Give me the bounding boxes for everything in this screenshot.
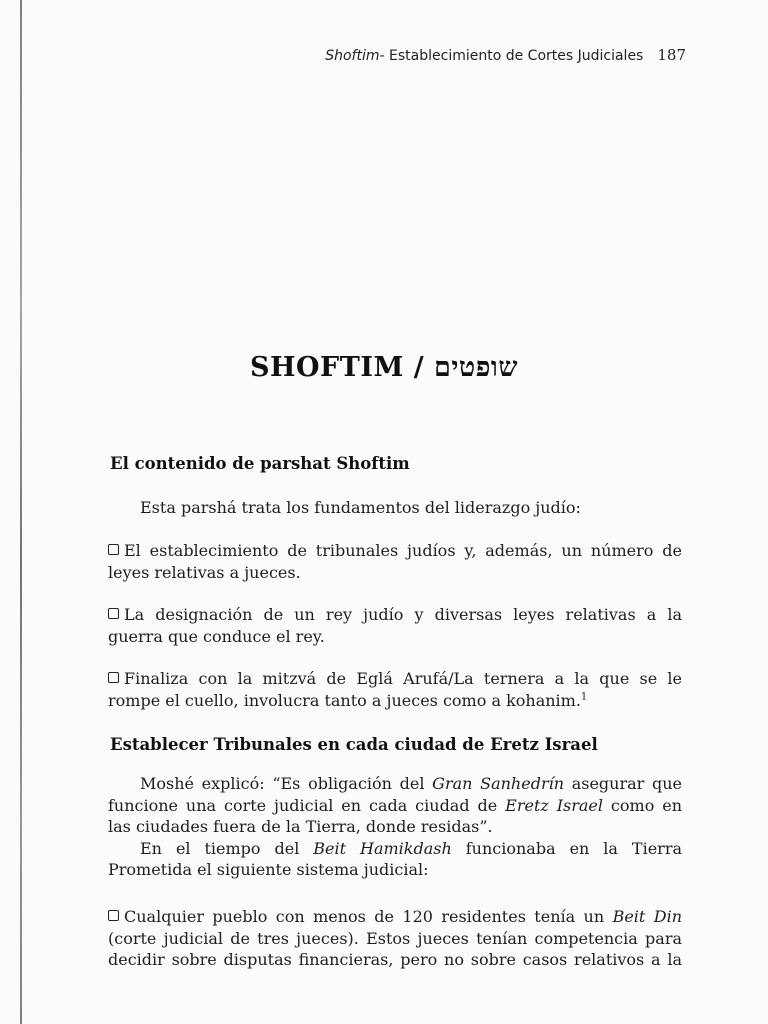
section-heading-contenido: El contenido de parshat Shoftim xyxy=(110,454,410,473)
text-run: las ciudades fuera de la Tierra, donde residas”. xyxy=(108,817,493,836)
bullet-item xyxy=(108,668,682,711)
checkbox-bullet-icon xyxy=(108,608,119,619)
footnote-marker: 1 xyxy=(580,691,588,703)
scan-edge xyxy=(20,0,22,1024)
chapter-subtitle: - Establecimiento de Cortes Judiciales xyxy=(379,48,644,64)
italic-term: Beit Hamikdash xyxy=(313,838,452,858)
bullet-item xyxy=(108,906,682,971)
text-run: asegurar que xyxy=(564,774,683,793)
text-run: funcione una corte judicial en cada ciudad de xyxy=(108,795,506,815)
bullet-text: La designación de un rey judío y diversas leyes relativas a la xyxy=(124,605,682,624)
text-run: como en xyxy=(603,795,683,815)
bullet-item xyxy=(108,604,682,647)
body-paragraph xyxy=(108,773,682,881)
running-header xyxy=(325,46,686,64)
bullet-text: rompe el cuello, involucra tanto a jueces como a kohanim. xyxy=(108,690,581,710)
book-title: Shoftim xyxy=(325,48,380,64)
bullet-text: leyes relativas a jueces. xyxy=(108,562,301,582)
text-run: (corte judicial de tres jueces). Estos jueces tenían competencia para xyxy=(108,928,682,948)
page-title: SHOFTIM / שופטים xyxy=(250,352,518,383)
text-run: Prometida el siguiente sistema judicial: xyxy=(108,860,429,879)
italic-term: Gran Sanhedrín xyxy=(432,774,565,793)
text-run: En el tiempo del xyxy=(140,838,314,858)
bullet-item xyxy=(108,540,682,583)
page-number: 187 xyxy=(657,46,686,64)
bullet-text: Finaliza con la mitzvá de Eglá Arufá/La ternera a la que se le xyxy=(124,669,682,688)
text-run: funcionaba en la Tierra xyxy=(451,838,683,858)
intro-paragraph xyxy=(108,497,682,519)
italic-term: Beit Din xyxy=(612,907,683,926)
checkbox-bullet-icon xyxy=(108,672,119,683)
italic-term: Eretz Israel xyxy=(505,795,604,815)
checkbox-bullet-icon xyxy=(108,544,119,555)
text-run: decidir sobre disputas financieras, pero no sobre casos relativos a la xyxy=(108,950,682,969)
checkbox-bullet-icon xyxy=(108,910,119,921)
section-heading-tribunales: Establecer Tribunales en cada ciudad de Eretz Israel xyxy=(110,735,598,754)
intro-text: Esta parshá trata los fundamentos del liderazgo judío: xyxy=(140,498,581,517)
bullet-text: El establecimiento de tribunales judíos y, además, un número de xyxy=(124,541,682,560)
text-run: Cualquier pueblo con menos de 120 residentes tenía un xyxy=(124,907,613,926)
text-run: Moshé explicó: “Es obligación del xyxy=(140,774,433,793)
bullet-text: guerra que conduce el rey. xyxy=(108,626,325,646)
